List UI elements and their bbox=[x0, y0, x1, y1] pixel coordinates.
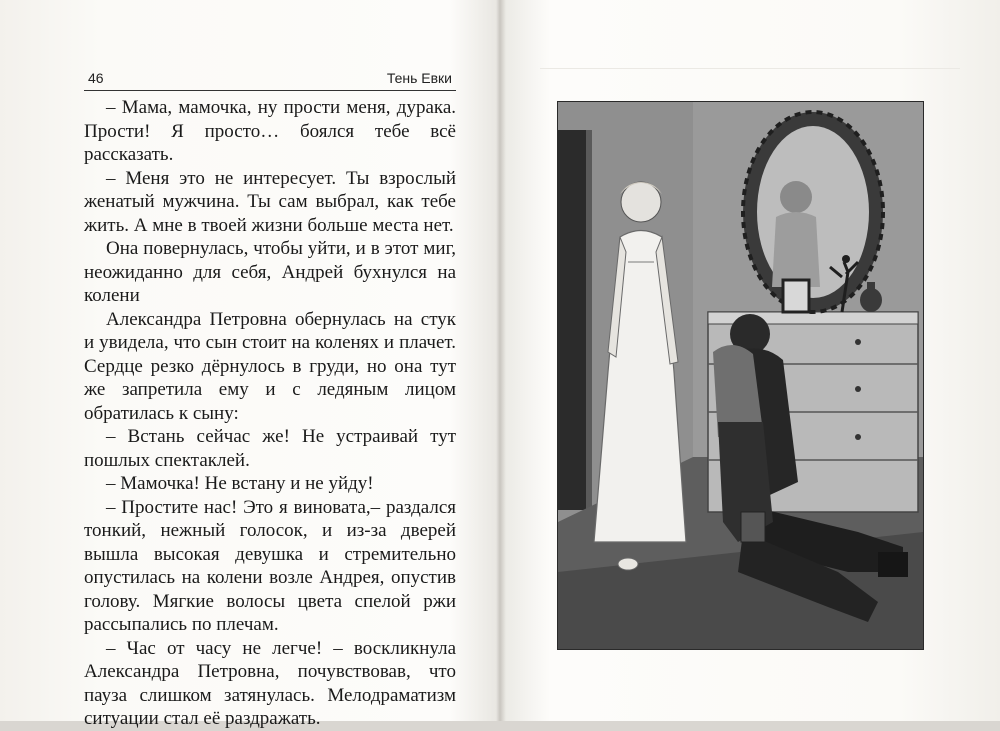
show-through-rule bbox=[540, 68, 960, 69]
mother-head bbox=[621, 182, 661, 222]
figurine-head bbox=[842, 255, 850, 263]
left-page bbox=[0, 0, 500, 729]
reflection-head bbox=[780, 181, 812, 213]
drawer-knob bbox=[855, 434, 861, 440]
paragraph: – Простите нас! Это я виновата,– раздался тонкий, нежный голосок, и из-за дверей вышла высокая девушка и стремительно опустилась на колени возле Андрея, опустив голову. Мягкие волосы цвета спелой ржи рассыпались по плечам. bbox=[84, 496, 456, 635]
paragraph: – Меня это не интересует. Ты взрослый женатый мужчина. Ты сам выбрал, как тебе жить. А мне в твоей жизни больше места нет. bbox=[84, 167, 456, 236]
paragraph: Александра Петровна обернулась на стук и увидела, что сын стоит на коленях и плачет. Сердце резко дёрнулось в груди, но она тут же запретила ему и с ледяным лицом обратилась к сыну: bbox=[84, 308, 456, 424]
man-boots bbox=[878, 552, 908, 577]
paragraph: – Встань сейчас же! Не устраивай тут пошлых спектаклей. bbox=[84, 426, 456, 471]
paragraph: – Мама, мамочка, ну прости меня, дурака. Прости! Я просто… боялся тебе всё рассказать. bbox=[84, 97, 456, 165]
right-page bbox=[500, 0, 1000, 721]
vase bbox=[860, 288, 882, 312]
paragraph: – Час от часу не легче! – воскликнула Александра Петровна, почувствовав, что пауза слишком затянулась. Мелодраматизм ситуации стал её раздражать. bbox=[84, 637, 456, 729]
vase-neck bbox=[867, 282, 875, 290]
photo-frame bbox=[783, 280, 809, 312]
running-head bbox=[84, 68, 456, 91]
page-number: 46 bbox=[88, 70, 104, 86]
drawer-knob bbox=[855, 386, 861, 392]
paragraph: – Мамочка! Не встану и не уйду! bbox=[106, 473, 374, 494]
illustration bbox=[557, 101, 924, 650]
mother-shoe bbox=[618, 558, 638, 570]
running-title: Тень Евки bbox=[386, 70, 452, 86]
door-frame bbox=[586, 130, 592, 510]
drawer-knob bbox=[855, 339, 861, 345]
doorway bbox=[558, 130, 586, 510]
girl-hands bbox=[741, 512, 765, 542]
reflection-body bbox=[772, 212, 820, 287]
illustration-drawing bbox=[558, 102, 923, 649]
text-block bbox=[84, 96, 456, 731]
paragraph: Она повернулась, чтобы уйти, и в этот миг, неожиданно для себя, Андрей бухнулся на колени bbox=[84, 238, 456, 306]
